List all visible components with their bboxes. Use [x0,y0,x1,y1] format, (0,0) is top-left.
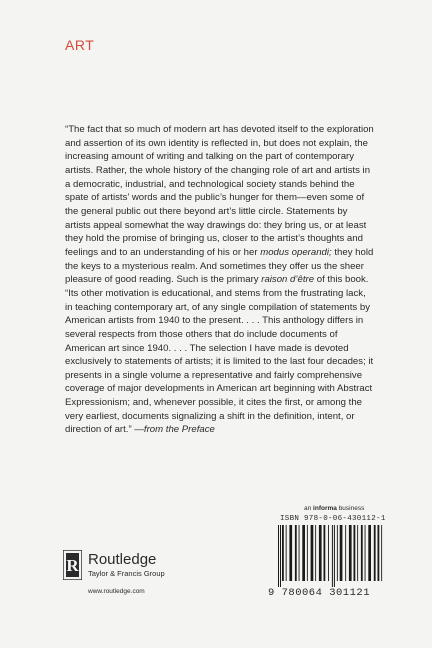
ean-digits: 9 780064 301121 [268,587,371,599]
blurb-p1-italic-2: raison d’être [261,274,315,286]
blurb-p1-text-b: they hold the keys to a mysterious realm. And sometimes they offer us the sheer pleasure of good reading. Such is the primary [65,246,374,286]
routledge-logo-letter: R [66,556,79,575]
barcode-icon [272,525,384,587]
routledge-logo-icon [63,550,82,580]
barcode-block [268,515,388,605]
informa-suffix: business [336,505,365,512]
blurb-paragraph-1 [65,123,375,287]
blurb-p2-attribution: —from the Preface [134,424,215,436]
blurb-p1-text-a: “The fact that so much of modern art has devoted itself to the exploration and assertion of its own identity is reflected in, but does not explain, the increasing amount of writing and talking on the part of contemporary artists. Rather, the whole history of the changing role of art and artists in a democratic, industrial, and technological society stands behind the spate of artists’ words and the public’s hunger for them—even some of the general public out there beyond art’s little circle. Statements by artists appeal somewhat the way drawings do: they bring us, or at least they hold the promise of bringing us, closer to the artist’s thoughts and feelings and to an understanding of his or her [65,124,374,258]
publisher-group: Taylor & Francis Group [88,569,165,578]
blurb-p1-text-c: of this book. [314,274,369,286]
informa-brand: informa [313,505,337,512]
isbn-label: ISBN 978-0-06-430112-1 [280,515,386,523]
blurb-p2-text: “Its other motivation is educational, and stems from the frustrating lack, in teaching contemporary art, of any single compilation of statements by American artists from 1940 to the present. . . . This anthology differs in several respects from those others that do include documents of American art since 1940. . . . The selection I have made is devoted exclusively to statements of artists; it is limited to the last four decades; it presents in a single volume a representative and fairly comprehensive coverage of major developments in American art beginning with Abstract Expressionism; and, whenever possible, it cites the first, or among the very earliest, documents signalizing a shift in the definition, intent, or direction of art.” [65,287,374,436]
publisher-name: Routledge [88,551,157,568]
blurb-paragraph-2 [65,287,375,437]
blurb-p1-italic-1: modus operandi; [260,246,332,258]
informa-business-line [304,505,364,512]
back-cover-blurb [65,123,375,437]
informa-prefix: an [304,505,314,512]
publisher-url: www.routledge.com [88,588,145,595]
category-label: ART [65,37,95,53]
